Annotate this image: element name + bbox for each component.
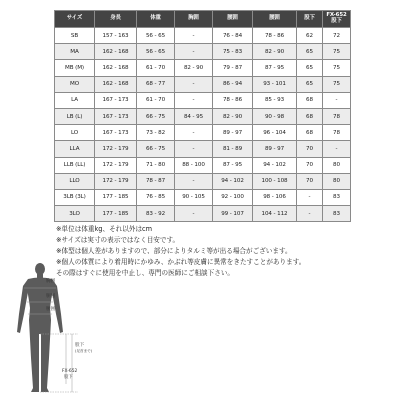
table-cell: 98 - 106 <box>253 189 297 205</box>
table-cell: 66 - 75 <box>137 141 175 157</box>
fx-inseam-label: 股下 <box>64 375 73 380</box>
table-cell: 83 <box>323 206 351 222</box>
note-body-type: ※体型は個人差がありますので、部分によりタルミ等が出る場合がございます。 <box>56 247 292 255</box>
table-cell: 99 - 107 <box>213 206 253 222</box>
table-cell: - <box>297 206 323 222</box>
table-cell: 68 <box>297 125 323 141</box>
column-header: 身長 <box>95 11 137 28</box>
table-row <box>55 44 351 60</box>
table-cell: 76 - 85 <box>137 189 175 205</box>
table-row <box>55 28 351 44</box>
table-cell: 167 - 173 <box>95 92 137 108</box>
table-cell: 70 <box>297 157 323 173</box>
table-cell: 100 - 108 <box>253 173 297 189</box>
table-cell: - <box>175 76 213 92</box>
table-cell: 81 - 89 <box>213 141 253 157</box>
table-cell: 90 - 98 <box>253 108 297 124</box>
table-cell: 157 - 163 <box>95 28 137 44</box>
inseam-note: (足首まで) <box>75 349 93 353</box>
table-cell: 61 - 70 <box>137 60 175 76</box>
note-skin-warning: ※個人の体質により着用時にかゆみ、かぶれ等皮膚に異常をきたすことがあります。 <box>56 258 306 266</box>
table-cell: 71 - 80 <box>137 157 175 173</box>
table-cell: 83 - 92 <box>137 206 175 222</box>
table-cell: 89 - 97 <box>213 125 253 141</box>
table-cell: 65 <box>297 76 323 92</box>
table-cell: 86 - 94 <box>213 76 253 92</box>
table-cell: 162 - 168 <box>95 44 137 60</box>
table-cell: 82 - 90 <box>175 60 213 76</box>
table-cell: 68 - 77 <box>137 76 175 92</box>
chest-label: 胸囲 <box>46 279 56 284</box>
table-row <box>55 76 351 92</box>
table-cell: 78 <box>323 125 351 141</box>
table-cell: 68 <box>297 108 323 124</box>
table-cell: 3LB (3L) <box>55 189 95 205</box>
table-cell: 172 - 179 <box>95 173 137 189</box>
column-header: 腰囲 <box>253 11 297 28</box>
table-cell: 92 - 100 <box>213 189 253 205</box>
table-cell: SB <box>55 28 95 44</box>
table-row <box>55 157 351 173</box>
table-cell: 68 <box>297 92 323 108</box>
table-cell: 78 - 87 <box>137 173 175 189</box>
table-cell: LLO <box>55 173 95 189</box>
table-cell: - <box>175 125 213 141</box>
table-row <box>55 125 351 141</box>
table-cell: 56 - 65 <box>137 44 175 60</box>
table-cell: 88 - 100 <box>175 157 213 173</box>
table-cell: LO <box>55 125 95 141</box>
table-cell: 82 - 90 <box>213 108 253 124</box>
table-cell: - <box>175 44 213 60</box>
table-cell: LLB (LL) <box>55 157 95 173</box>
table-cell: 167 - 173 <box>95 108 137 124</box>
table-cell: 84 - 95 <box>175 108 213 124</box>
table-cell: - <box>175 92 213 108</box>
table-cell: 62 <box>297 28 323 44</box>
table-cell: 79 - 87 <box>213 60 253 76</box>
table-cell: MA <box>55 44 95 60</box>
table-cell: - <box>297 189 323 205</box>
inseam-label: 股下 <box>75 343 85 348</box>
table-cell: 93 - 101 <box>253 76 297 92</box>
table-cell: 3LO <box>55 206 95 222</box>
table-cell: 162 - 168 <box>95 60 137 76</box>
table-cell: LLA <box>55 141 95 157</box>
table-cell: 72 <box>323 28 351 44</box>
body-silhouette-icon <box>17 263 63 392</box>
table-row <box>55 173 351 189</box>
note-unit: ※単位は体重kg、それ以外はcm <box>56 225 153 233</box>
table-row <box>55 60 351 76</box>
table-cell: 75 <box>323 44 351 60</box>
table-row <box>55 206 351 222</box>
table-cell: LB (L) <box>55 108 95 124</box>
table-cell: 56 - 65 <box>137 28 175 44</box>
column-header: 胸囲 <box>175 11 213 28</box>
table-cell: 167 - 173 <box>95 125 137 141</box>
table-cell: 87 - 95 <box>253 60 297 76</box>
table-cell: 83 <box>323 189 351 205</box>
column-header: 体重 <box>137 11 175 28</box>
table-cell: 78 <box>323 108 351 124</box>
table-cell: - <box>323 92 351 108</box>
table-cell: 104 - 112 <box>253 206 297 222</box>
table-cell: 94 - 102 <box>213 173 253 189</box>
table-cell: 76 - 84 <box>213 28 253 44</box>
table-row <box>55 108 351 124</box>
fx-label: FX-652 <box>62 369 78 374</box>
table-cell: 65 <box>297 44 323 60</box>
table-cell: 70 <box>297 173 323 189</box>
table-cell: 75 <box>323 60 351 76</box>
table-cell: 65 <box>297 60 323 76</box>
table-cell: 87 - 95 <box>213 157 253 173</box>
column-header: FX-652 股下 <box>323 11 351 28</box>
table-cell: 172 - 179 <box>95 157 137 173</box>
table-cell: 61 - 70 <box>137 92 175 108</box>
table-cell: MO <box>55 76 95 92</box>
column-header: サイズ <box>55 11 95 28</box>
table-cell: - <box>175 206 213 222</box>
table-cell: 85 - 93 <box>253 92 297 108</box>
table-row <box>55 92 351 108</box>
table-cell: - <box>175 141 213 157</box>
table-cell: 172 - 179 <box>95 141 137 157</box>
table-cell: 70 <box>297 141 323 157</box>
note-size-guide: ※サイズは実寸の表示ではなく目安です。 <box>56 236 180 244</box>
column-header: 腰囲 <box>213 11 253 28</box>
table-row <box>55 141 351 157</box>
column-header: 股下 <box>297 11 323 28</box>
size-chart-table <box>54 10 351 222</box>
table-cell: 94 - 102 <box>253 157 297 173</box>
table-cell: - <box>175 173 213 189</box>
table-cell: 177 - 185 <box>95 189 137 205</box>
table-cell: 82 - 90 <box>253 44 297 60</box>
table-cell: 78 - 86 <box>253 28 297 44</box>
table-cell: 78 - 86 <box>213 92 253 108</box>
measurement-figure <box>0 262 130 400</box>
table-header <box>55 11 351 28</box>
table-cell: 162 - 168 <box>95 76 137 92</box>
table-cell: - <box>175 28 213 44</box>
table-cell: 66 - 75 <box>137 108 175 124</box>
table-cell: 75 - 83 <box>213 44 253 60</box>
note-consult-doctor: その際はすぐに使用を中止し、専門の医師にご相談下さい。 <box>56 269 235 277</box>
table-cell: 96 - 104 <box>253 125 297 141</box>
waist-label: 胴囲 <box>46 294 56 299</box>
table-cell: 177 - 185 <box>95 206 137 222</box>
table-cell: 90 - 105 <box>175 189 213 205</box>
table-cell: 80 <box>323 157 351 173</box>
table-cell: LA <box>55 92 95 108</box>
table-cell: 89 - 97 <box>253 141 297 157</box>
table-row <box>55 189 351 205</box>
table-cell: 80 <box>323 173 351 189</box>
table-cell: - <box>323 141 351 157</box>
hip-label: 腰囲 <box>46 307 56 312</box>
table-cell: MB (M) <box>55 60 95 76</box>
table-cell: 75 <box>323 76 351 92</box>
table-body <box>55 28 351 222</box>
table-cell: 73 - 82 <box>137 125 175 141</box>
